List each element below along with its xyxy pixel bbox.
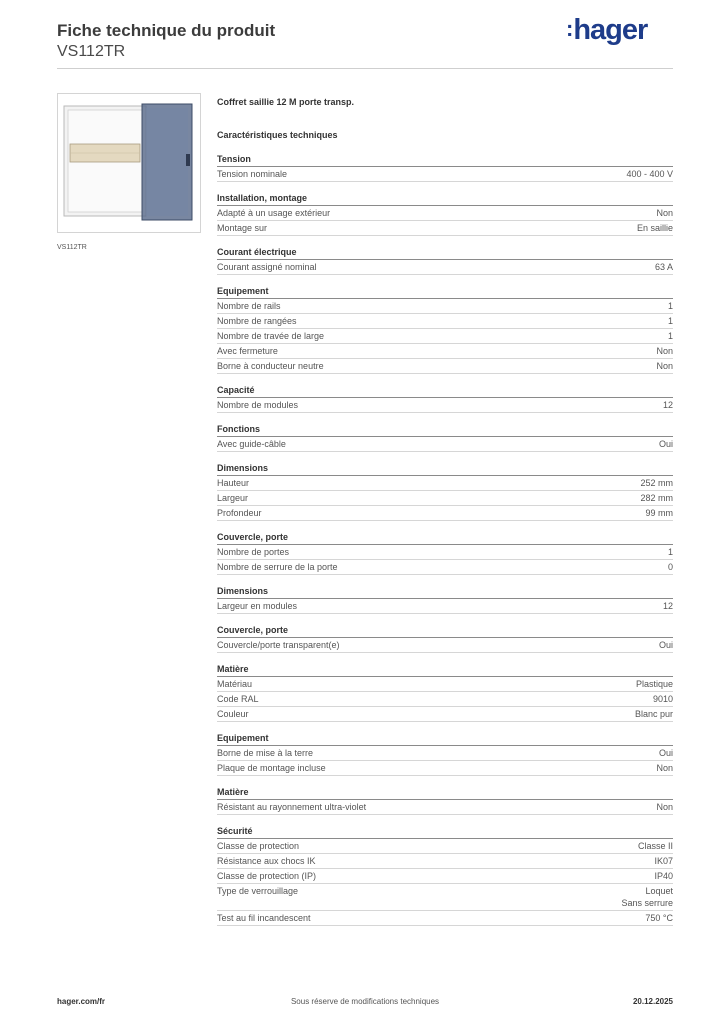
spec-content [217,96,673,936]
spec-label: Nombre de modules [217,400,299,410]
spec-value [659,639,673,651]
spec-value-line: 1 [667,331,673,341]
spec-value-line: 1 [667,316,673,326]
spec-value [635,708,673,720]
spec-value [656,762,673,774]
spec-value [668,561,673,573]
spec-group-title: Couvercle, porte [217,624,673,638]
spec-label: Adapté à un usage extérieur [217,208,331,218]
spec-group [217,462,673,521]
logo-text: hager [573,14,648,46]
spec-label: Largeur en modules [217,601,298,611]
spec-value-line: 282 mm [640,493,673,503]
spec-row [217,545,673,560]
spec-value [656,207,673,219]
spec-group [217,246,673,275]
spec-value [637,222,673,234]
spec-row [217,560,673,575]
spec-value [656,345,673,357]
spec-value-line: 400 - 400 V [626,169,673,179]
spec-value-line: Non [656,802,673,812]
spec-group [217,153,673,182]
spec-label: Hauteur [217,478,250,488]
spec-label: Classe de protection (IP) [217,871,317,881]
spec-value-line: IK07 [654,856,673,866]
spec-value-line: IP40 [654,871,673,881]
product-reference: VS112TR [57,43,126,60]
spec-label: Couleur [217,709,249,719]
spec-row [217,692,673,707]
spec-group [217,192,673,236]
page-header [57,20,275,62]
spec-row [217,299,673,314]
image-caption: VS112TR [57,244,87,251]
spec-label: Largeur [217,493,249,503]
footer-notice: Sous réserve de modifications techniques [290,997,440,1006]
spec-value [636,678,673,690]
spec-label: Résistance aux chocs IK [217,856,316,866]
spec-row [217,260,673,275]
spec-value-line: Oui [658,439,673,449]
spec-row [217,884,673,911]
spec-label: Matériau [217,679,253,689]
spec-value-line: 9010 [652,694,673,704]
spec-value-line: Oui [658,640,673,650]
spec-label: Courant assigné nominal [217,262,317,272]
spec-value [654,855,673,867]
spec-group-title: Courant électrique [217,246,673,260]
spec-value-line: 0 [667,562,673,572]
spec-group-title: Fonctions [217,423,673,437]
spec-group-title: Sécurité [217,825,673,839]
spec-label: Résistant au rayonnement ultra-violet [217,802,367,812]
spec-row [217,707,673,722]
spec-label: Avec fermeture [217,346,278,356]
spec-value-line: 1 [667,301,673,311]
spec-value [645,507,673,519]
spec-group [217,624,673,653]
spec-label: Tension nominale [217,169,288,179]
spec-value [626,168,673,180]
spec-row [217,677,673,692]
spec-value [668,546,673,558]
spec-group-title: Dimensions [217,462,673,476]
spec-label: Nombre de rangées [217,316,297,326]
spec-value [645,912,673,924]
spec-label: Plaque de montage incluse [217,763,326,773]
spec-group [217,585,673,614]
spec-group-title: Capacité [217,384,673,398]
spec-row [217,167,673,182]
spec-value-line: Plastique [635,679,673,689]
spec-row [217,761,673,776]
spec-value [640,492,673,504]
hager-logo [566,14,647,47]
spec-label: Nombre de rails [217,301,281,311]
spec-value-line: 12 [662,400,673,410]
spec-label: Couvercle/porte transparent(e) [217,640,340,650]
spec-row [217,437,673,452]
spec-value [654,870,673,882]
logo-dots-icon: : [566,16,573,41]
spec-row [217,491,673,506]
spec-value [668,300,673,312]
spec-row [217,506,673,521]
page-title: Fiche technique du produit [57,21,276,40]
spec-row [217,839,673,854]
spec-value-line: Non [656,763,673,773]
spec-label: Nombre de portes [217,547,290,557]
spec-value-line: 12 [662,601,673,611]
spec-label: Montage sur [217,223,268,233]
spec-value-line: Blanc pur [634,709,673,719]
spec-group-title: Installation, montage [217,192,673,206]
spec-group [217,531,673,575]
spec-groups [217,153,673,926]
spec-value-line: En saillie [636,223,673,233]
spec-group-title: Equipement [217,285,673,299]
spec-label: Test au fil incandescent [217,913,311,923]
spec-group [217,786,673,815]
spec-row [217,638,673,653]
spec-row [217,314,673,329]
spec-row [217,221,673,236]
spec-value-line: Non [656,208,673,218]
spec-label: Borne à conducteur neutre [217,361,324,371]
spec-label: Classe de protection [217,841,300,851]
spec-value-line: 1 [667,547,673,557]
spec-value-line: Non [656,346,673,356]
spec-value [656,801,673,813]
spec-row [217,344,673,359]
spec-row [217,329,673,344]
spec-label: Nombre de serrure de la porte [217,562,338,572]
spec-value [659,438,673,450]
spec-value [663,600,673,612]
spec-group-title: Matière [217,663,673,677]
spec-value [663,399,673,411]
spec-label: Profondeur [217,508,262,518]
spec-value-line: 63 A [654,262,673,272]
spec-row [217,746,673,761]
page-footer [57,997,673,1011]
enclosure-illustration [58,94,200,232]
spec-value [653,693,673,705]
spec-row [217,599,673,614]
spec-group-title: Tension [217,153,673,167]
spec-value [656,360,673,372]
spec-group [217,285,673,374]
spec-group-title: Matière [217,786,673,800]
spec-row [217,206,673,221]
spec-group [217,423,673,452]
footer-website: hager.com/fr [57,997,106,1006]
spec-value-line: 99 mm [645,508,673,518]
spec-row [217,911,673,926]
spec-group [217,825,673,926]
spec-value-line: Loquet [645,886,673,896]
spec-row [217,359,673,374]
spec-value [659,747,673,759]
spec-group [217,384,673,413]
spec-label: Avec guide-câble [217,439,286,449]
product-image [57,93,201,233]
spec-row [217,854,673,869]
specs-heading: Caractéristiques techniques [217,130,338,140]
spec-value [668,315,673,327]
spec-group-title: Couvercle, porte [217,531,673,545]
spec-row [217,476,673,491]
spec-value [655,261,673,273]
spec-value-line: Classe II [637,841,673,851]
spec-row [217,398,673,413]
footer-date: 20.12.2025 [632,997,673,1006]
spec-row [217,869,673,884]
spec-group-title: Equipement [217,732,673,746]
header-divider [57,68,673,69]
spec-label: Nombre de travée de large [217,331,325,341]
product-description: Coffret saillie 12 M porte transp. [217,97,355,107]
spec-value [638,840,673,852]
spec-value [668,330,673,342]
spec-group [217,663,673,722]
spec-value-line: Oui [658,748,673,758]
spec-value-line: 750 °C [645,913,673,923]
spec-value [621,885,673,909]
spec-value-line: Non [656,361,673,371]
spec-row [217,800,673,815]
spec-value-line: Sans serrure [621,898,673,908]
spec-group [217,732,673,776]
spec-value [640,477,673,489]
spec-label: Code RAL [217,694,259,704]
spec-label: Borne de mise à la terre [217,748,314,758]
spec-label: Type de verrouillage [217,886,299,896]
spec-value-line: 252 mm [640,478,673,488]
spec-group-title: Dimensions [217,585,673,599]
